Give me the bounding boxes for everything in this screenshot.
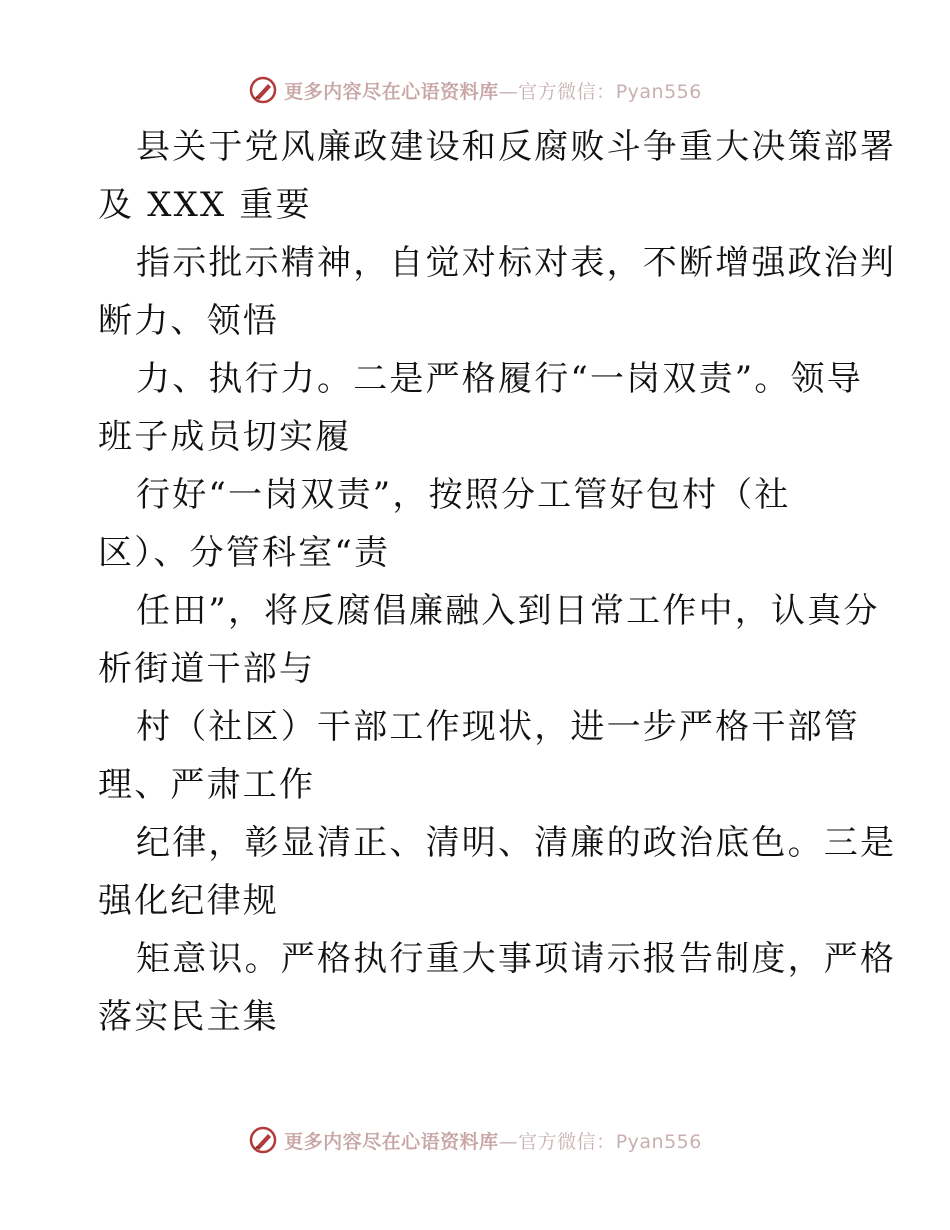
pen-circle-logo-icon xyxy=(248,75,278,105)
paragraph-line: 行好“一岗双责”，按照分工管好包村（社 xyxy=(136,475,791,515)
paragraph-line: 指示批示精神，自觉对标对表，不断增强政治判 xyxy=(136,243,897,283)
paragraph xyxy=(98,234,897,350)
paragraph xyxy=(98,814,897,930)
header-wechat-label: 官方微信： xyxy=(518,80,616,103)
paragraph-line: 断力、领悟 xyxy=(98,301,279,341)
header-dash: — xyxy=(498,80,519,103)
header-banner xyxy=(0,70,950,110)
paragraph-line: 落实民主集 xyxy=(98,997,279,1037)
paragraph xyxy=(98,118,897,234)
paragraph-line: 矩意识。严格执行重大事项请示报告制度，严格 xyxy=(136,939,897,979)
paragraph-line: 任田”，将反腐倡廉融入到日常工作中，认真分 xyxy=(136,591,880,631)
paragraph xyxy=(98,466,858,582)
paragraph-line: 班子成员切实履 xyxy=(98,417,352,457)
paragraph-line: 及 XXX 重要 xyxy=(98,185,312,225)
paragraph-line: 村（社区）干部工作现状，进一步严格干部管 xyxy=(136,707,860,747)
paragraph xyxy=(98,698,858,814)
footer-dash: — xyxy=(498,1130,519,1153)
footer-wechat-label: 官方微信： xyxy=(518,1130,616,1153)
paragraph-line: 强化纪律规 xyxy=(98,881,279,921)
paragraph-line: 区）、分管科室“责 xyxy=(98,533,391,573)
paragraph-line: 县关于党风廉政建设和反腐败斗争重大决策部署 xyxy=(136,127,897,167)
header-banner-text xyxy=(284,77,702,104)
footer-banner-text xyxy=(284,1127,702,1154)
paragraph-line: 析街道干部与 xyxy=(98,649,316,689)
header-wechat-id: Pyan556 xyxy=(615,80,702,103)
footer-main-text: 更多内容尽在心语资料库 xyxy=(284,1130,499,1153)
paragraph xyxy=(98,350,863,466)
paragraph xyxy=(98,930,897,1046)
header-main-text: 更多内容尽在心语资料库 xyxy=(284,80,499,103)
paragraph-line: 理、严肃工作 xyxy=(98,765,316,805)
footer-banner xyxy=(0,1120,950,1160)
pen-circle-logo-icon xyxy=(248,1125,278,1155)
footer-wechat-id: Pyan556 xyxy=(615,1130,702,1153)
paragraph-line: 力、执行力。二是严格履行“一岗双责”。领导 xyxy=(136,359,863,399)
paragraph-line: 纪律，彰显清正、清明、清廉的政治底色。三是 xyxy=(136,823,897,863)
document-body xyxy=(98,118,897,1046)
paragraph xyxy=(98,582,880,698)
